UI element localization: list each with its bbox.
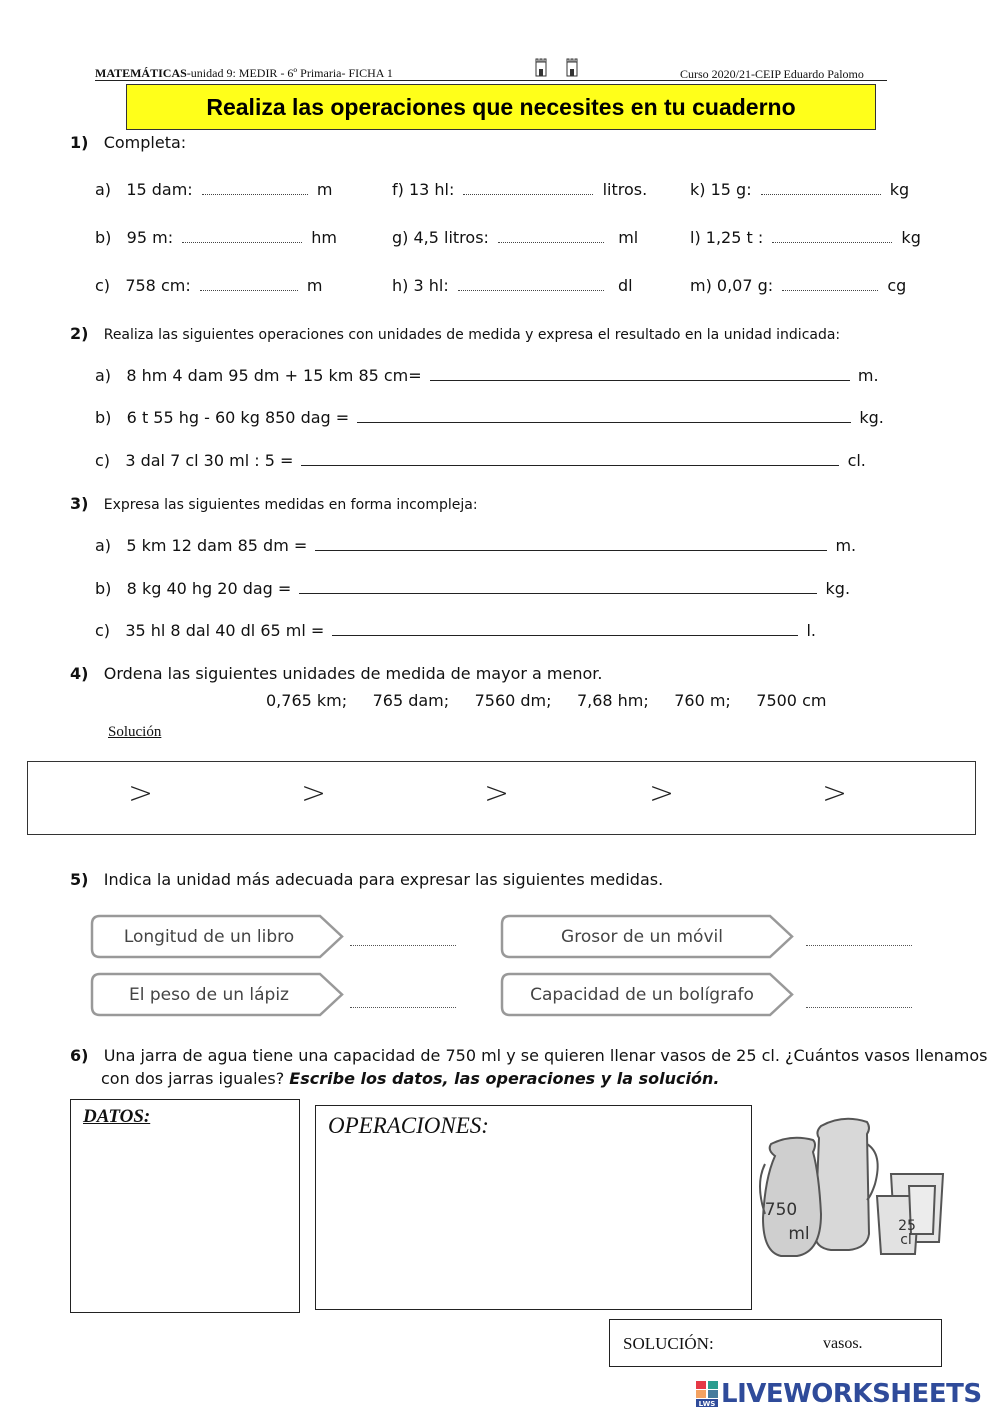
- q2-a-answer[interactable]: [430, 379, 850, 381]
- q1-c-letter: c): [95, 276, 111, 295]
- q5-tag-capacidad: [500, 972, 794, 1017]
- q3-b-answer[interactable]: [299, 592, 817, 594]
- q3-c-text: 35 hl 8 dal 40 dl 65 ml =: [125, 621, 325, 640]
- q1-a-letter: a): [95, 180, 112, 199]
- q1-g-answer[interactable]: [498, 241, 604, 243]
- q6-line2-row: [101, 1069, 719, 1088]
- q5-tag-label: Capacidad de un bolígrafo: [530, 984, 754, 1005]
- q4-title: Ordena las siguientes unidades de medida de mayor a menor.: [103, 664, 603, 683]
- q3-c-unit: l.: [806, 621, 817, 640]
- q2-c-letter: c): [95, 451, 111, 470]
- glass-label-25: 25: [898, 1218, 916, 1234]
- q1-h-text: h) 3 hl:: [392, 276, 449, 295]
- q3-c-answer[interactable]: [332, 634, 798, 636]
- q1-b-letter: b): [95, 228, 112, 247]
- solucion-input[interactable]: [730, 1330, 818, 1358]
- q4-value: 0,765 km;: [266, 691, 348, 710]
- q2-title: Realiza las siguientes operaciones con unidades de medida y expresa el resultado en la unidad indicada:: [103, 327, 841, 343]
- q1-c-text: 758 cm:: [125, 276, 191, 295]
- q3-item-a: [95, 536, 856, 555]
- greater-than-symbol: >: [301, 776, 327, 811]
- order-slot-1[interactable]: [60, 768, 138, 829]
- q5-number: 5): [70, 870, 89, 889]
- q4-value: 7500 cm: [756, 691, 827, 710]
- q1-h-unit: dl: [617, 276, 633, 295]
- q1-title: Completa:: [103, 133, 187, 152]
- order-slot-3[interactable]: [348, 768, 478, 828]
- q6-heading: [70, 1046, 987, 1065]
- operaciones-label: OPERACIONES:: [328, 1113, 489, 1138]
- q1-item-g: [392, 228, 638, 247]
- q1-l-text: l) 1,25 t :: [690, 228, 764, 247]
- q1-k-text: k) 15 g:: [690, 180, 752, 199]
- q3-a-answer[interactable]: [315, 549, 827, 551]
- q3-item-c: [95, 621, 816, 640]
- q2-a-text: 8 hm 4 dam 95 dm + 15 km 85 cm=: [126, 366, 422, 385]
- banner-title: Realiza las operaciones que necesites en tu cuaderno: [206, 93, 796, 120]
- q2-a-unit: m.: [857, 366, 879, 385]
- q1-c-answer[interactable]: [200, 289, 298, 291]
- q2-b-text: 6 t 55 hg - 60 kg 850 dag =: [126, 408, 350, 427]
- header-subject: MATEMÁTICAS: [95, 66, 187, 80]
- operaciones-box[interactable]: [315, 1105, 752, 1310]
- solucion-label: SOLUCIÓN:: [623, 1334, 714, 1353]
- q1-number: 1): [70, 133, 89, 152]
- greater-than-symbol: >: [649, 776, 675, 811]
- datos-label: DATOS:: [83, 1106, 151, 1127]
- q1-k-unit: kg: [889, 180, 910, 199]
- q1-item-h: [392, 276, 633, 295]
- q1-a-unit: m: [316, 180, 333, 199]
- q5-tag-label: Grosor de un móvil: [561, 926, 723, 947]
- q1-f-text: f) 13 hl:: [392, 180, 455, 199]
- jug-label-750: 750: [764, 1200, 798, 1220]
- q3-heading: [70, 494, 478, 513]
- q2-number: 2): [70, 324, 89, 343]
- q1-a-text: 15 dam:: [126, 180, 193, 199]
- order-slot-6[interactable]: [868, 768, 968, 828]
- q2-b-letter: b): [95, 408, 112, 427]
- q4-heading: [70, 664, 602, 683]
- q5-tag-longitud: [90, 914, 344, 959]
- q1-l-unit: kg: [901, 228, 921, 247]
- jugs-illustration: [757, 1114, 949, 1268]
- q2-c-text: 3 dal 7 cl 30 ml : 5 =: [125, 451, 294, 470]
- q5-title: Indica la unidad más adecuada para expresar las siguientes medidas.: [103, 870, 664, 889]
- glass-label-cl: cl: [900, 1232, 912, 1248]
- q2-c-unit: cl.: [847, 451, 866, 470]
- greater-than-symbol: >: [128, 776, 154, 811]
- q4-values: [266, 691, 826, 710]
- q1-g-unit: ml: [618, 228, 639, 247]
- q2-heading: [70, 324, 840, 343]
- vasos-label: vasos.: [823, 1335, 863, 1352]
- greater-than-symbol: >: [822, 776, 848, 811]
- q1-item-k: [690, 180, 909, 199]
- q3-a-unit: m.: [835, 536, 857, 555]
- q4-value: 7,68 hm;: [576, 691, 649, 710]
- q4-solution-label: Solución: [108, 724, 162, 740]
- q1-b-text: 95 m:: [126, 228, 174, 247]
- q5-answer-peso[interactable]: [350, 1006, 456, 1008]
- q2-item-a: [95, 366, 879, 385]
- q1-c-unit: m: [306, 276, 323, 295]
- q6-line2: con dos jarras iguales?: [101, 1069, 285, 1088]
- order-slot-4[interactable]: [528, 768, 638, 828]
- datos-box[interactable]: [70, 1099, 300, 1313]
- q5-tag-label: Longitud de un libro: [123, 926, 295, 947]
- q3-c-letter: c): [95, 621, 111, 640]
- q2-b-unit: kg.: [859, 408, 884, 427]
- q1-k-answer[interactable]: [761, 193, 881, 195]
- q2-item-b: [95, 408, 884, 427]
- q1-item-a: [95, 180, 332, 199]
- q3-b-text: 8 kg 40 hg 20 dag =: [126, 579, 292, 598]
- q2-item-c: [95, 451, 866, 470]
- instruction-banner: [126, 84, 876, 130]
- order-slot-2[interactable]: [178, 768, 298, 828]
- q3-title: Expresa las siguientes medidas en forma incompleja:: [103, 497, 478, 513]
- q3-a-letter: a): [95, 536, 112, 555]
- q1-item-b: [95, 228, 337, 247]
- logo-badge-text: LWS: [698, 1400, 716, 1407]
- q1-item-l: [690, 228, 921, 247]
- q4-value: 765 dam;: [372, 691, 450, 710]
- q5-answer-capacidad[interactable]: [806, 1006, 912, 1008]
- q1-h-answer[interactable]: [458, 289, 604, 291]
- q1-g-text: g) 4,5 litros:: [392, 228, 489, 247]
- q1-heading: [70, 133, 186, 152]
- q5-tag-label: El peso de un lápiz: [129, 984, 289, 1005]
- q2-b-answer[interactable]: [357, 421, 851, 423]
- q3-number: 3): [70, 494, 89, 513]
- q1-b-answer[interactable]: [182, 241, 302, 243]
- jug-label-ml: ml: [788, 1224, 810, 1244]
- header-unit: -unidad 9: MEDIR - 6º Primaria- FICHA 1: [186, 66, 393, 80]
- q5-tag-peso: [90, 972, 344, 1017]
- q1-item-f: [392, 180, 647, 199]
- q5-answer-grosor[interactable]: [806, 944, 912, 946]
- q5-tag-grosor: [500, 914, 794, 959]
- q1-f-answer[interactable]: [463, 193, 593, 195]
- q1-l-answer[interactable]: [772, 241, 892, 243]
- q4-value: 760 m;: [674, 691, 731, 710]
- q5-heading: [70, 870, 663, 889]
- q1-item-m: [690, 276, 906, 295]
- q1-m-unit: cg: [887, 276, 907, 295]
- q1-f-unit: litros.: [602, 180, 648, 199]
- q6-number: 6): [70, 1046, 89, 1065]
- q4-value: 7560 dm;: [474, 691, 552, 710]
- solucion-box: [609, 1319, 942, 1367]
- greater-than-symbol: >: [484, 776, 510, 811]
- q4-number: 4): [70, 664, 89, 683]
- q1-m-answer[interactable]: [782, 289, 878, 291]
- q2-a-letter: a): [95, 366, 112, 385]
- q3-b-unit: kg.: [825, 579, 851, 598]
- q1-a-answer[interactable]: [202, 193, 308, 195]
- liveworksheets-logo: [696, 1377, 982, 1411]
- liveworksheets-badge-icon: [696, 1381, 718, 1407]
- order-slot-5[interactable]: [698, 768, 818, 828]
- header-rule: [95, 80, 887, 81]
- q4-order-box: [27, 761, 976, 835]
- castle-icon: [533, 56, 583, 82]
- q1-m-text: m) 0,07 g:: [690, 276, 774, 295]
- header-course: Curso 2020/21-CEIP Eduardo Palomo: [680, 67, 864, 81]
- header-subject-line: [95, 66, 393, 81]
- q6-line1: Una jarra de agua tiene una capacidad de 750 ml y se quieren llenar vasos de 25 cl. ¿Cuántos vasos llenamos: [103, 1046, 988, 1065]
- logo-text: LIVEWORKSHEETS: [721, 1379, 982, 1409]
- q3-item-b: [95, 579, 850, 598]
- q2-c-answer[interactable]: [301, 464, 839, 466]
- q5-answer-longitud[interactable]: [350, 944, 456, 946]
- q1-item-c: [95, 276, 323, 295]
- q3-b-letter: b): [95, 579, 112, 598]
- q1-b-unit: hm: [311, 228, 338, 247]
- q6-instruction: Escribe los datos, las operaciones y la solución.: [289, 1069, 720, 1088]
- q3-a-text: 5 km 12 dam 85 dm =: [126, 536, 308, 555]
